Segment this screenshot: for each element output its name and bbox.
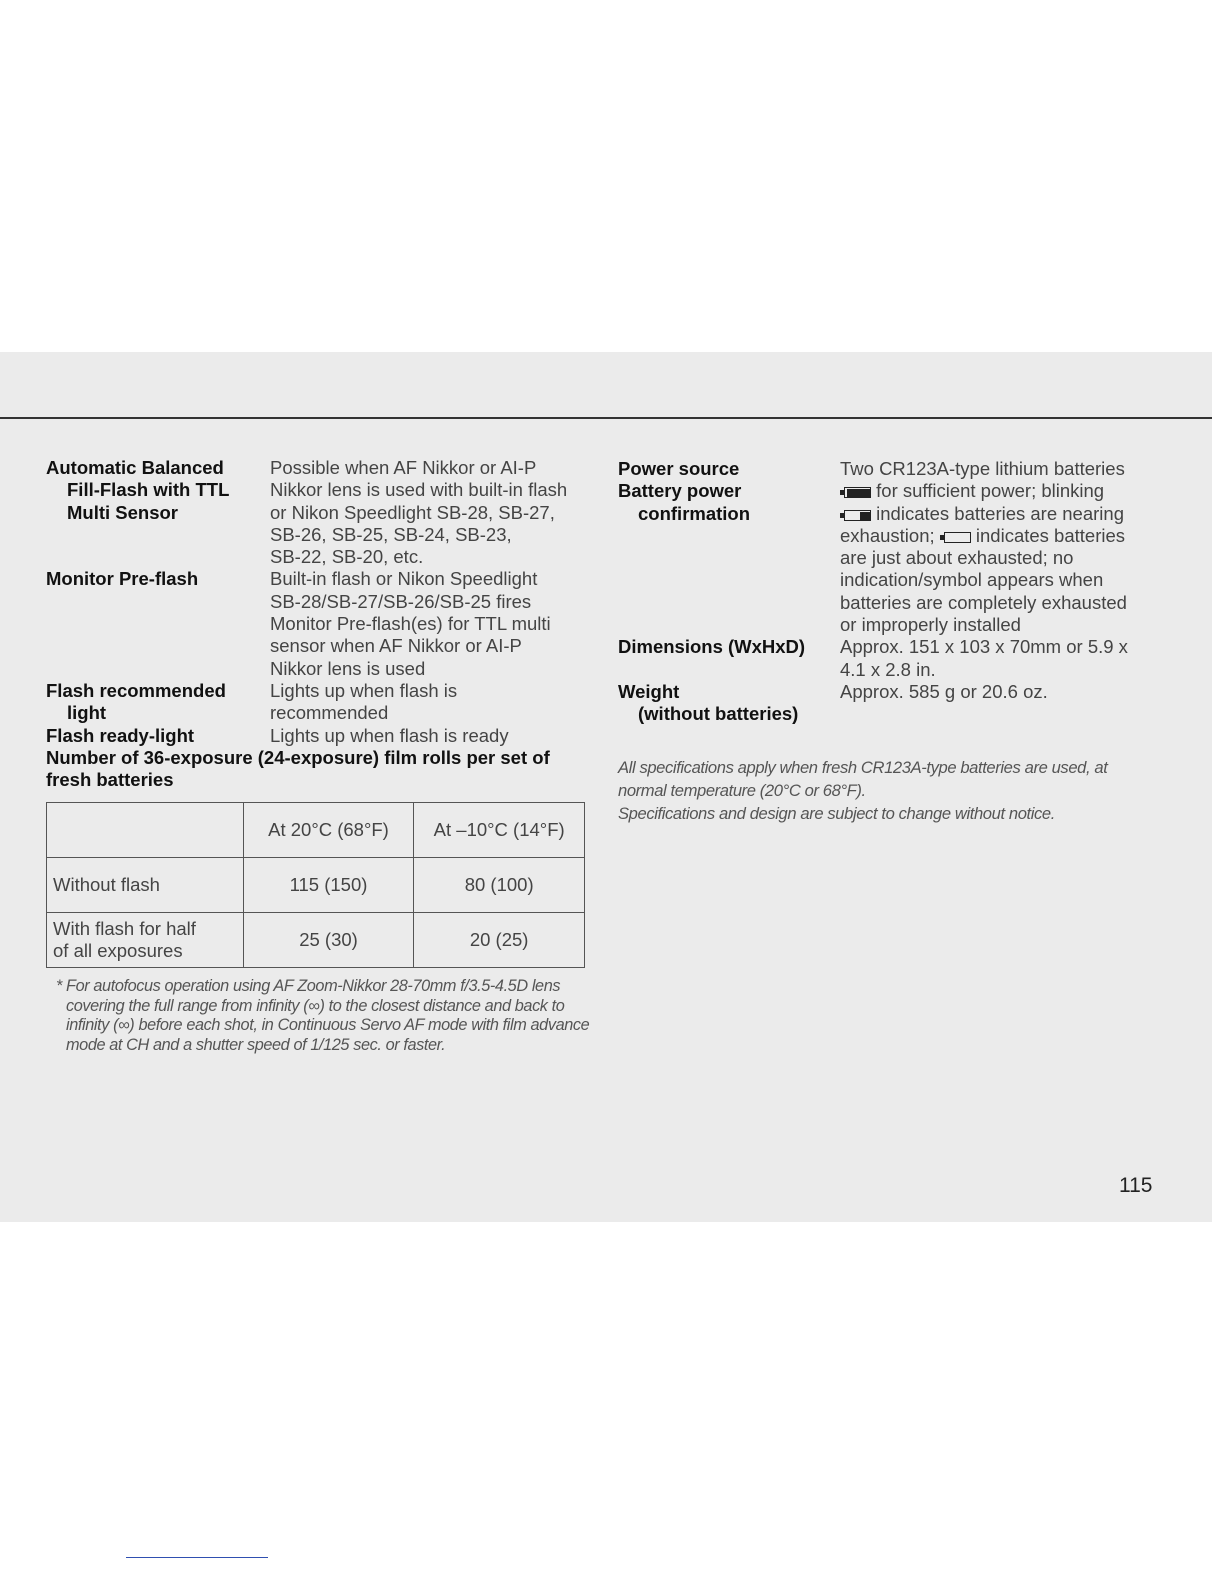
spec-flash-recommended-light (46, 680, 606, 725)
spec-auto-balanced-fill-flash (46, 457, 606, 568)
spec-desc: Lights up when flash is recommended (270, 679, 458, 724)
table-row (47, 857, 585, 912)
spec-monitor-pre-flash (46, 568, 606, 679)
spec-desc: Built-in flash or Nikon Speedlight SB-28/SB-27/SB-26/SB-25 fires Monitor Pre-flash(es) for TTL multi sensor when AF Nikkor or AI-P Nikkor lens is used (270, 568, 551, 679)
left-column (46, 457, 606, 1056)
spec-notes: All specifications apply when fresh CR123A-type batteries are used, at normal temperature (20°C or 68°F). Specifications and design are subject to change without notice. (618, 757, 1108, 823)
spec-dimensions (618, 636, 1158, 681)
spec-power-source (618, 458, 1158, 480)
spec-desc: Lights up when flash is ready (270, 724, 509, 746)
spec-term: Weight (without batteries) (618, 680, 799, 725)
table-cell: 20 (25) (414, 912, 585, 967)
spec-term: Power source (618, 458, 740, 479)
table-header-cell: At –10°C (14°F) (414, 802, 585, 857)
spec-desc: Approx. 151 x 103 x 70mm or 5.9 x 4.1 x 2.8 in. (840, 636, 1128, 680)
table-cell: 115 (150) (243, 857, 414, 912)
battery-full-icon (840, 487, 871, 498)
footnote: * For autofocus operation using AF Zoom-Nikkor 28-70mm f/3.5-4.5D lens covering the full range from infinity (∞) to the closest distance and back to infinity (∞) before each shot, in Continuous Servo AF mode with film advance mode at CH and a shutter speed of 1/125 sec. or faster. (56, 976, 590, 1055)
page-number: 115 (1119, 1174, 1153, 1197)
spec-term: Automatic Balanced Fill-Flash with TTL Multi Sensor (46, 457, 230, 523)
right-column (618, 458, 1158, 825)
footer-link-underline (126, 1557, 268, 1558)
spec-term: Dimensions (WxHxD) (618, 636, 806, 658)
rolls-heading: Number of 36-exposure (24-exposure) film rolls per set of fresh batteries (46, 746, 550, 790)
table-header-cell: At 20°C (68°F) (243, 802, 414, 857)
table-header-cell (47, 802, 244, 857)
spec-term: Flash recommended light (46, 679, 226, 724)
table-row (47, 912, 585, 967)
battery-empty-icon (940, 532, 971, 543)
table-cell: 25 (30) (243, 912, 414, 967)
spec-desc: for sufficient power; blinking indicates batteries are nearing exhaustion; indicates batteries are just about exhausted; no indication/symbol appears when batteries are completely exhausted or improperly installed (840, 480, 1127, 636)
battery-half-icon (840, 510, 871, 521)
spec-desc: Two CR123A-type lithium batteries (840, 458, 1125, 479)
row-label: With flash for half of all exposures (47, 912, 244, 967)
spec-weight (618, 681, 1158, 726)
top-rule (0, 417, 1212, 419)
row-label: Without flash (47, 857, 244, 912)
film-rolls-table (46, 802, 585, 968)
table-cell: 80 (100) (414, 857, 585, 912)
spec-term: Flash ready-light (46, 724, 195, 746)
spec-term: Battery power confirmation (618, 480, 751, 524)
spec-battery-power-confirmation (618, 480, 1158, 636)
spec-term: Monitor Pre-flash (46, 568, 199, 590)
spec-desc: Possible when AF Nikkor or AI-P Nikkor lens is used with built-in flash or Nikon Speedlight SB-28, SB-27, SB-26, SB-25, SB-24, SB-23, SB-22, SB-20, etc. (270, 457, 568, 568)
spec-desc: Approx. 585 g or 20.6 oz. (840, 680, 1048, 702)
spec-flash-ready-light (46, 725, 606, 747)
table-header-row (47, 802, 585, 857)
